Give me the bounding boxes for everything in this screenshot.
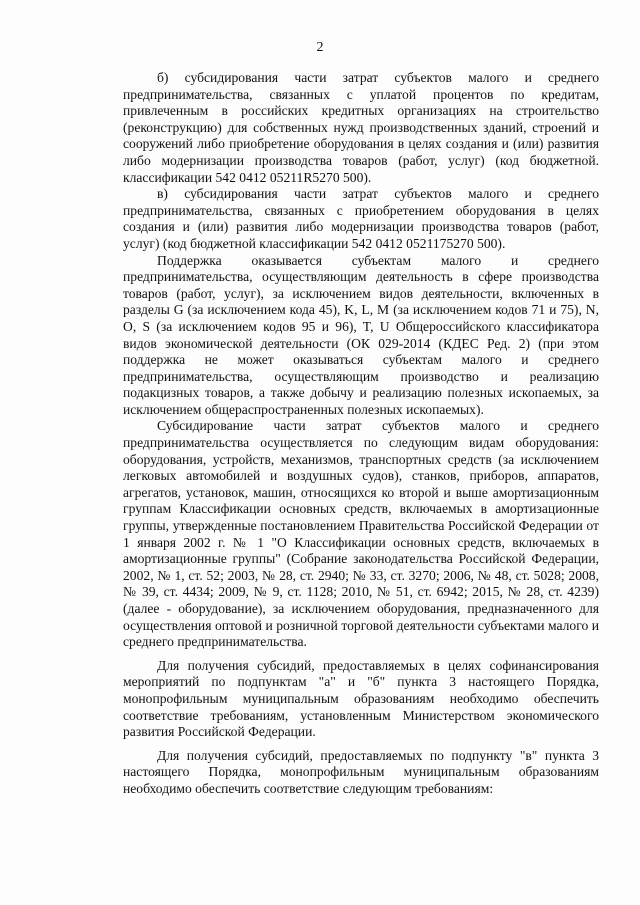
document-body	[123, 70, 599, 798]
paragraph-support-conditions: Поддержка оказывается субъектам малого и среднего предпринимательства, осуществляющим деятельность в сфере производства товаров (работ, услуг), за исключением видов деятельности, включенных в разделы G (за исключением кода 45), K, L, M (за исключением кодов 71 и 75), N, O, S (за исключением кодов 95 и 96), T, U Общероссийского классификатора видов экономической деятельности (ОК 029-2014 (КДЕС Ред. 2) (при этом поддержка не может оказываться субъектам малого и среднего предпринимательства, осуществляющим производство и реализацию подакцизных товаров, а также добычу и реализацию полезных ископаемых, за исключением общераспространенных полезных ископаемых).	[123, 252, 599, 417]
paragraph-requirements-a-b: Для получения субсидий, предоставляемых в целях софинансирования мероприятий по подпунктам "а" и "б" пункта 3 настоящего Порядка, монопрофильным муниципальным образованиям необходимо обеспечить соответствие требованиям, установленным Министерством экономического развития Российской Федерации.	[123, 657, 599, 740]
paragraph-equipment-types: Субсидирование части затрат субъектов малого и среднего предпринимательства осуществляется по следующим видам оборудования: оборудования, устройств, механизмов, транспортных средств (за исключением легковых автомобилей и воздушных судов), станков, приборов, аппаратов, агрегатов, установок, машин, относящихся ко второй и выше амортизационным группам Классификации основных средств, включаемых в амортизационные группы, утвержденные постановлением Правительства Российской Федерации от 1 января 2002 г. № 1 "О Классификации основных средств, включаемых в амортизационные группы" (Собрание законодательства Российской Федерации, 2002, № 1, ст. 52; 2003, № 28, ст. 2940; № 33, ст. 3270; 2006, № 48, ст. 5028; 2008, № 39, ст. 4434; 2009, № 9, ст. 1128; 2010, № 51, ст. 6942; 2015, № 28, ст. 4239) (далее - оборудование), за исключением оборудования, предназначенного для осуществления оптовой и розничной торговой деятельности субъектами малого и среднего предпринимательства.	[123, 418, 599, 650]
page-number: 2	[316, 40, 324, 55]
paragraph-subsidy-b: б) субсидирования части затрат субъектов малого и среднего предпринимательства, связанных с уплатой процентов по кредитам, привлеченным в российских кредитных организациях на строительство (реконструкцию) для собственных нужд производственных зданий, строений и сооружений либо приобретение оборудования в целях создания и (или) развития либо модернизации производства товаров (работ, услуг) (код бюджетной. классификации 542 0412 05211R5270 500).	[123, 70, 599, 185]
paragraph-requirements-v: Для получения субсидий, предоставляемых по подпункту "в" пункта 3 настоящего Порядка, монопрофильным муниципальным образованиям необходимо обеспечить соответствие следующим требованиям:	[123, 747, 599, 796]
paragraph-subsidy-v: в) субсидирования части затрат субъектов малого и среднего предпринимательства, связанных с приобретением оборудования в целях создания и (или) развития либо модернизации производства товаров (работ, услуг) (код бюджетной классификации 542 0412 0521175270 500).	[123, 186, 599, 251]
